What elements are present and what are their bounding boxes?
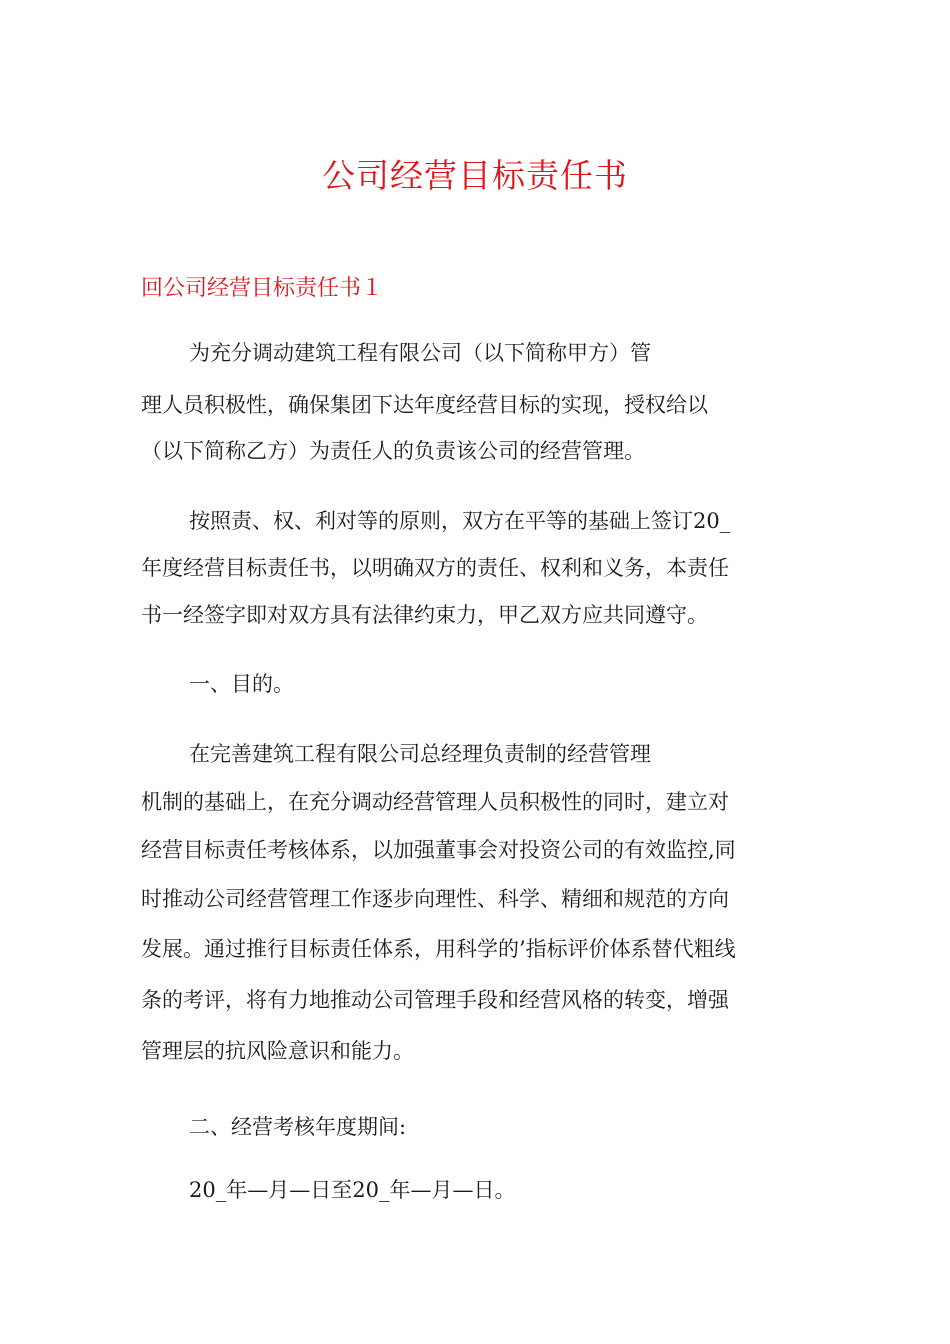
section-heading: 回公司经营目标责任书１: [141, 276, 384, 301]
document-title: 公司经营目标责任书: [322, 156, 628, 195]
paragraph-3-line-1: 在完善建筑工程有限公司总经理负责制的经营管理: [189, 742, 651, 766]
paragraph-2-line-1: 按照责、权、利对等的原则，双方在平等的基础上签订20_: [189, 509, 731, 533]
paragraph-1-line-2: 理人员积极性，确保集团下达年度经营目标的实现，授权给以: [141, 393, 708, 417]
paragraph-3-line-3: 经营目标责任考核体系，以加强董事会对投资公司的有效监控,同: [141, 838, 736, 862]
section-one-heading: 一、目的。: [189, 672, 294, 696]
paragraph-3-line-7: 管理层的抗风险意识和能力。: [141, 1039, 414, 1063]
paragraph-2-line-2: 年度经营目标责任书，以明确双方的责任、权利和义务，本责任: [141, 556, 729, 580]
paragraph-1-line-3: （以下简称乙方）为责任人的负责该公司的经营管理。: [141, 439, 645, 463]
paragraph-2-line-3: 书一经签字即对双方具有法律约束力，甲乙双方应共同遵守。: [141, 603, 708, 627]
paragraph-3-line-4: 时推动公司经营管理工作逐步向理性、科学、精细和规范的方向: [141, 887, 729, 911]
section-two-heading: 二、经营考核年度期间:: [189, 1115, 407, 1139]
period-line: 20_年—月—日至20_年—月—日。: [189, 1178, 516, 1202]
paragraph-3-line-6: 条的考评，将有力地推动公司管理手段和经营风格的转变，增强: [141, 988, 729, 1012]
paragraph-3-line-5: 发展。通过推行目标责任体系，用科学的’指标评价体系替代粗线: [141, 937, 736, 961]
paragraph-1-line-1: 为充分调动建筑工程有限公司（以下简称甲方）管: [189, 341, 651, 365]
paragraph-3-line-2: 机制的基础上，在充分调动经营管理人员积极性的同时，建立对: [141, 790, 729, 814]
